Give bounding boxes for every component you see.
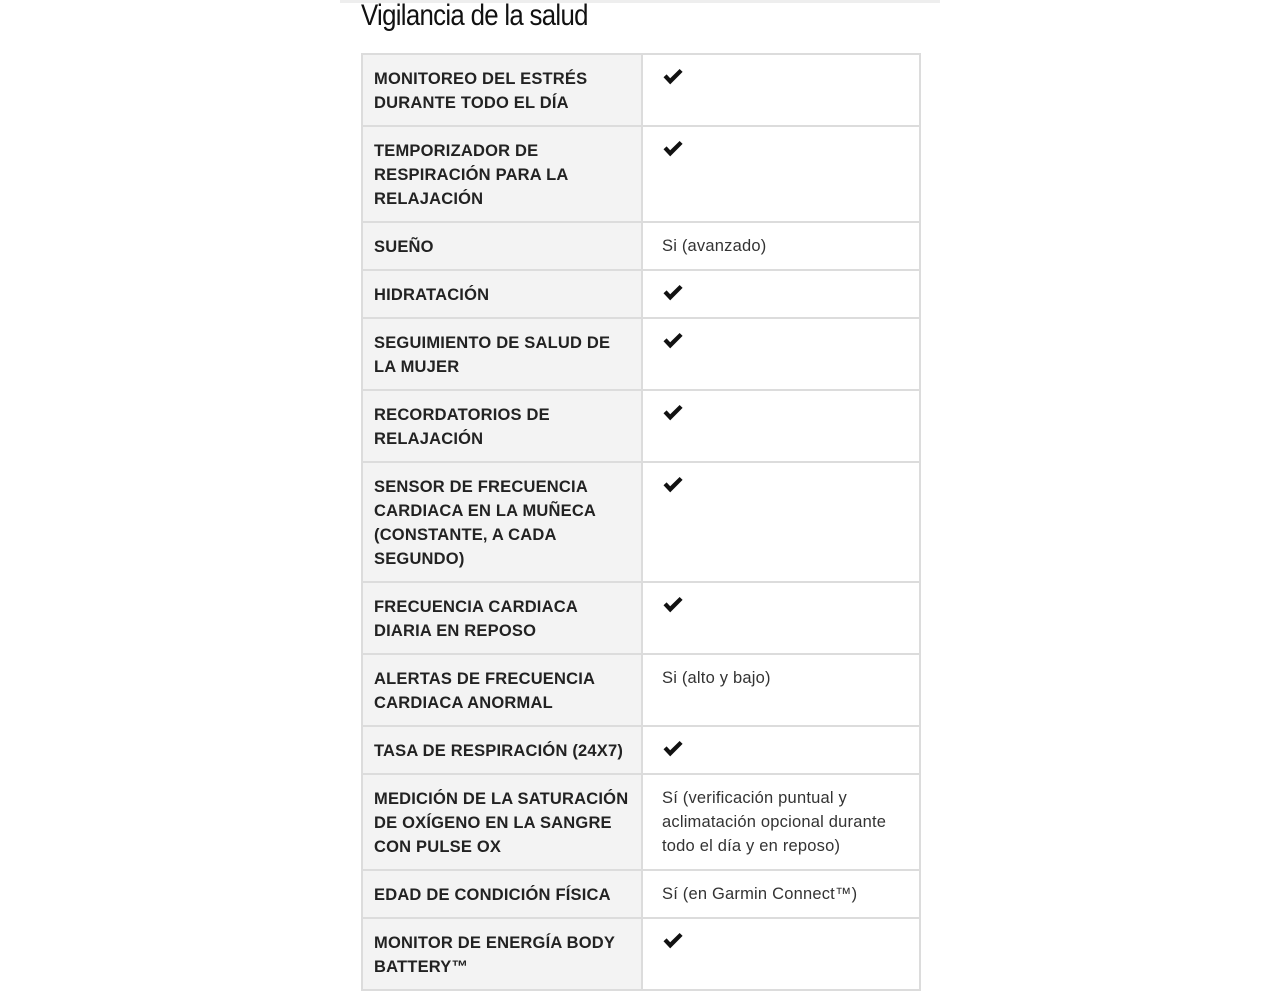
feature-label: RECORDATORIOS DE RELAJACIÓN	[374, 406, 550, 448]
value-label: Sí (en Garmin Connect™)	[662, 885, 858, 903]
table-row	[362, 654, 920, 726]
value-cell	[642, 726, 920, 774]
feature-label: SENSOR DE FRECUENCIA CARDIACA EN LA MUÑECA (CONSTANTE, A CADA SEGUNDO)	[374, 478, 596, 568]
feature-cell	[362, 726, 642, 774]
table-row	[362, 318, 920, 390]
feature-cell	[362, 54, 642, 126]
section-title: Vigilancia de la salud	[361, 0, 588, 32]
checkmark-icon	[662, 284, 684, 302]
value-cell	[642, 462, 920, 582]
feature-cell	[362, 318, 642, 390]
table-row	[362, 270, 920, 318]
feature-cell	[362, 126, 642, 222]
table-row	[362, 726, 920, 774]
feature-cell	[362, 654, 642, 726]
table-row	[362, 126, 920, 222]
value-cell	[642, 270, 920, 318]
table-row	[362, 462, 920, 582]
table-row	[362, 390, 920, 462]
checkmark-icon	[662, 596, 684, 614]
feature-cell	[362, 390, 642, 462]
feature-cell	[362, 222, 642, 270]
value-cell	[642, 582, 920, 654]
feature-cell	[362, 918, 642, 990]
value-cell	[642, 654, 920, 726]
feature-label: EDAD DE CONDICIÓN FÍSICA	[374, 886, 611, 904]
table-row	[362, 582, 920, 654]
checkmark-icon	[662, 740, 684, 758]
feature-label: MONITOR DE ENERGÍA BODY BATTERY™	[374, 934, 615, 976]
checkmark-icon	[662, 68, 684, 86]
feature-label: SEGUIMIENTO DE SALUD DE LA MUJER	[374, 334, 611, 376]
checkmark-icon	[662, 332, 684, 350]
feature-label: MEDICIÓN DE LA SATURACIÓN DE OXÍGENO EN LA SANGRE CON PULSE OX	[374, 790, 629, 856]
value-cell	[642, 318, 920, 390]
feature-label: FRECUENCIA CARDIACA DIARIA EN REPOSO	[374, 598, 578, 640]
value-cell	[642, 222, 920, 270]
feature-cell	[362, 462, 642, 582]
table-row	[362, 774, 920, 870]
checkmark-icon	[662, 404, 684, 422]
checkmark-icon	[662, 140, 684, 158]
feature-label: ALERTAS DE FRECUENCIA CARDIACA ANORMAL	[374, 670, 595, 712]
health-features-table	[361, 53, 921, 991]
feature-label: SUEÑO	[374, 238, 434, 256]
feature-cell	[362, 774, 642, 870]
value-label: Si (avanzado)	[662, 237, 767, 255]
feature-label: HIDRATACIÓN	[374, 286, 490, 304]
table-body	[362, 54, 920, 990]
value-cell	[642, 54, 920, 126]
feature-label: TEMPORIZADOR DE RESPIRACIÓN PARA LA RELAJACIÓN	[374, 142, 568, 208]
checkmark-icon	[662, 476, 684, 494]
feature-label: MONITOREO DEL ESTRÉS DURANTE TODO EL DÍA	[374, 70, 588, 112]
feature-label: TASA DE RESPIRACIÓN (24X7)	[374, 742, 624, 760]
value-cell	[642, 870, 920, 918]
value-label: Si (alto y bajo)	[662, 669, 771, 687]
value-cell	[642, 918, 920, 990]
checkmark-icon	[662, 932, 684, 950]
table-row	[362, 918, 920, 990]
value-label: Sí (verificación puntual y aclimatación opcional durante todo el día y en reposo)	[662, 789, 887, 855]
feature-cell	[362, 582, 642, 654]
feature-cell	[362, 270, 642, 318]
feature-cell	[362, 870, 642, 918]
table-row	[362, 222, 920, 270]
value-cell	[642, 390, 920, 462]
value-cell	[642, 774, 920, 870]
table-row	[362, 54, 920, 126]
value-cell	[642, 126, 920, 222]
table-row	[362, 870, 920, 918]
